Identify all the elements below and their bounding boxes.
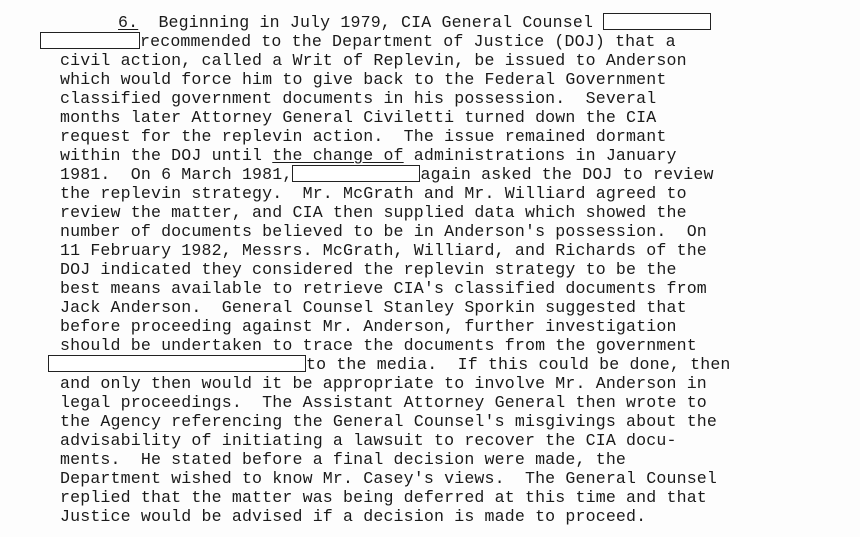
redaction-box xyxy=(40,32,140,49)
paragraph-line: to the media. If this could be done, then xyxy=(48,355,731,374)
paragraph-line: should be undertaken to trace the documents from the government xyxy=(60,336,697,355)
paragraph-number: 6. xyxy=(118,13,139,32)
paragraph-line: number of documents believed to be in Anderson's possession. On xyxy=(60,222,707,241)
redaction-box xyxy=(292,165,420,182)
paragraph-line: civil action, called a Writ of Replevin, be issued to Anderson xyxy=(60,51,687,70)
paragraph-line: which would force him to give back to the Federal Government xyxy=(60,70,667,89)
redaction-box xyxy=(603,13,711,30)
paragraph-line: months later Attorney General Civiletti turned down the CIA xyxy=(60,108,657,127)
paragraph-line: advisability of initiating a lawsuit to recover the CIA docu- xyxy=(60,431,677,450)
paragraph-line: before proceeding against Mr. Anderson, further investigation xyxy=(60,317,677,336)
paragraph-line: classified government documents in his possession. Several xyxy=(60,89,657,108)
paragraph-line: the Agency referencing the General Counsel's misgivings about the xyxy=(60,412,718,431)
paragraph-line: Department wished to know Mr. Casey's views. The General Counsel xyxy=(60,469,718,488)
paragraph-line: best means available to retrieve CIA's classified documents from xyxy=(60,279,707,298)
paragraph-line: ments. He stated before a final decision were made, the xyxy=(60,450,627,469)
redaction-box xyxy=(48,355,306,372)
paragraph-line: legal proceedings. The Assistant Attorney General then wrote to xyxy=(60,393,707,412)
paragraph-line: 11 February 1982, Messrs. McGrath, Williard, and Richards of the xyxy=(60,241,707,260)
paragraph-line: request for the replevin action. The issue remained dormant xyxy=(60,127,667,146)
paragraph-line: recommended to the Department of Justice (DOJ) that a xyxy=(40,32,676,51)
paragraph-line: DOJ indicated they considered the replevin strategy to be the xyxy=(60,260,677,279)
paragraph-line: replied that the matter was being deferred at this time and that xyxy=(60,488,707,507)
paragraph-line: and only then would it be appropriate to involve Mr. Anderson in xyxy=(60,374,707,393)
paragraph-line: review the matter, and CIA then supplied data which showed the xyxy=(60,203,687,222)
paragraph-line: 1981. On 6 March 1981, again asked the DOJ to review xyxy=(60,165,714,184)
paragraph-line: within the DOJ until the change of administrations in January xyxy=(60,146,677,165)
paragraph-line: Justice would be advised if a decision is made to proceed. xyxy=(60,507,647,526)
paragraph-line: the replevin strategy. Mr. McGrath and Mr. Williard agreed to xyxy=(60,184,687,203)
paragraph-line: 6. Beginning in July 1979, CIA General Counsel xyxy=(118,13,711,32)
paragraph-line: Jack Anderson. General Counsel Stanley Sporkin suggested that xyxy=(60,298,687,317)
